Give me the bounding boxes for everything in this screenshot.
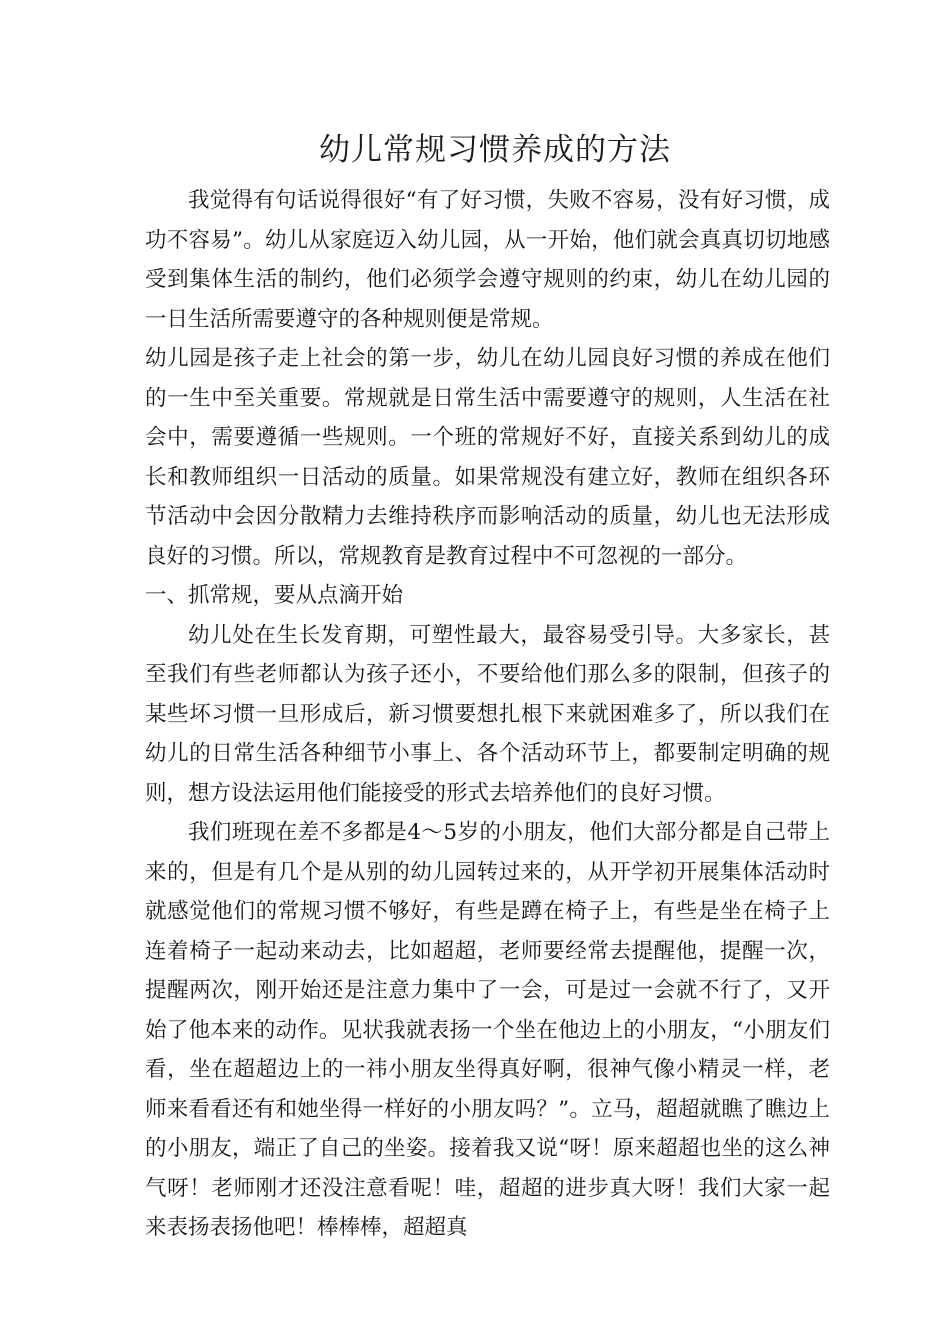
section-heading-1: 一、抓常规，要从点滴开始 [145, 583, 404, 608]
paragraph-intro: 我觉得有句话说得很好“有了好习惯，失败不容易，没有好习惯，成功不容易”。幼儿从家庭迈入幼儿园，从一开始，他们就会真真切切地感受到集体生活的制约，他们必须学会遵守规则的约束，幼儿在幼儿园的一日生活所需要遵守的各种规则便是常规。 [145, 188, 830, 332]
document-body [145, 181, 830, 1248]
document-title: 幼儿常规习惯养成的方法 [319, 132, 671, 168]
paragraph-habits: 幼儿处在生长发育期，可塑性最大，最容易受引导。大多家长，甚至我们有些老师都认为孩子还小，不要给他们那么多的限制，但孩子的某些坏习惯一旦形成后，新习惯要想扎根下来就困难多了，所以我们在幼儿的日常生活各种细节小事上、各个活动环节上，都要制定明确的规则，想方设法运用他们能接受的形式去培养他们的良好习惯。 [145, 622, 830, 806]
paragraph-class-example: 我们班现在差不多都是4～5岁的小朋友，他们大部分都是自己带上来的，但是有几个是从别的幼儿园转过来的，从开学初开展集体活动时就感觉他们的常规习惯不够好，有些是蹲在椅子上，有些是坐在椅子上连着椅子一起动来动去，比如超超，老师要经常去提醒他，提醒一次，提醒两次，刚开始还是注意力集中了一会，可是过一会就不行了，又开始了他本来的动作。见状我就表扬一个坐在他边上的小朋友，“小朋友们看，坐在超超边上的一祎小朋友坐得真好啊，很神气像小精灵一样，老师来看看还有和她坐得一样好的小朋友吗？”。立马，超超就瞧了瞧边上的小朋友，端正了自己的坐姿。接着我又说“呀！原来超超也坐的这么神气呀！老师刚才还没注意看呢！哇，超超的进步真大呀！我们大家一起来表扬表扬他吧！棒棒棒，超超真 [145, 820, 830, 1240]
paragraph-importance: 幼儿园是孩子走上社会的第一步，幼儿在幼儿园良好习惯的养成在他们的一生中至关重要。常规就是日常生活中需要遵守的规则，人生活在社会中，需要遵循一些规则。一个班的常规好不好，直接关系到幼儿的成长和教师组织一日活动的质量。如果常规没有建立好，教师在组织各环节活动中会因分散精力去维持秩序而影响活动的质量，幼儿也无法形成良好的习惯。所以，常规教育是教育过程中不可忽视的一部分。 [145, 346, 830, 569]
